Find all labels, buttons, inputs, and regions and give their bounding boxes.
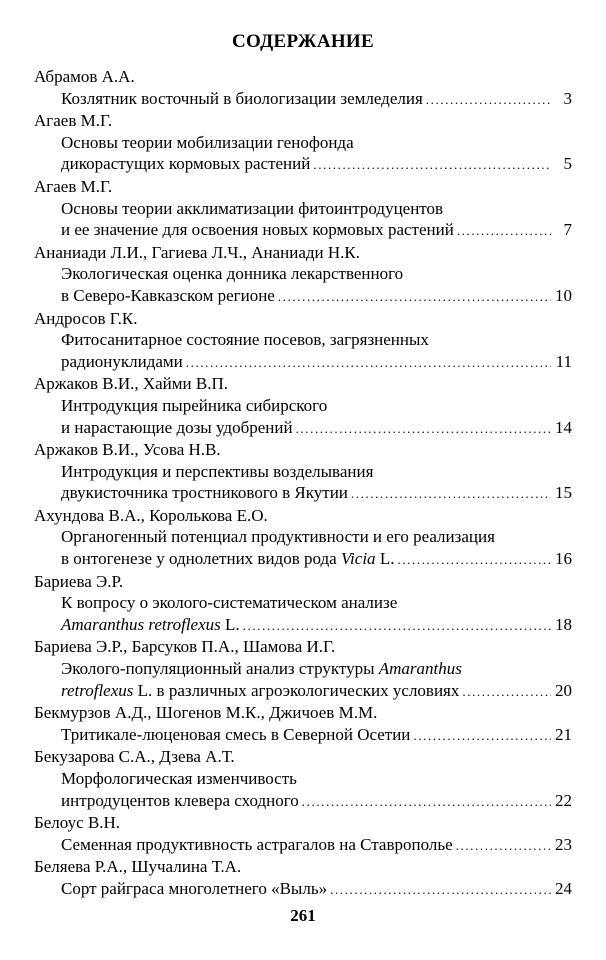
dot-leader (186, 352, 551, 374)
toc-author: Бариева Э.Р., Барсуков П.А., Шамова И.Г. (34, 637, 336, 657)
toc-title-line (34, 482, 572, 505)
toc-title: и нарастающие дозы удобрений (61, 417, 293, 437)
toc-title-line (34, 548, 572, 571)
toc-title-line (34, 417, 572, 440)
toc-entry (34, 439, 572, 505)
toc-title: Тритикале-люценовая смесь в Северной Осетии (61, 724, 411, 744)
dot-leader (351, 483, 551, 505)
toc-entry (34, 308, 572, 374)
toc-author: Андросов Г.К. (34, 308, 138, 328)
toc-title: Сорт райграса многолетнего «Выль» (61, 878, 328, 898)
toc-entry (34, 505, 572, 571)
toc-author: Бариева Э.Р. (34, 571, 124, 591)
toc-entry (34, 242, 572, 308)
dot-leader (330, 879, 551, 901)
toc-title (61, 548, 394, 570)
toc-title: в Северо-Кавказском регионе (61, 285, 275, 305)
toc-page-number: 11 (555, 351, 572, 371)
toc-title-text: в онтогенезе у однолетних видов рода (61, 549, 341, 569)
dot-leader (302, 791, 551, 813)
toc-title: К вопросу о эколого-систематическом анализе (61, 593, 398, 613)
genus-name: Vicia (340, 549, 376, 569)
dot-leader (397, 549, 551, 571)
toc-entry (34, 176, 572, 242)
page-title: СОДЕРЖАНИЕ (232, 31, 374, 52)
toc-entry (34, 636, 572, 702)
toc-title-text: L. (375, 549, 395, 569)
dot-leader (313, 154, 551, 176)
toc-title-line (34, 285, 572, 308)
dot-leader (462, 681, 551, 703)
dot-leader (278, 286, 551, 308)
toc-page-number: 22 (555, 790, 572, 810)
toc-title: Фитосанитарное состояние посевов, загрязненных (61, 330, 429, 350)
toc-title: дикорастущих кормовых растений (61, 154, 311, 174)
toc-title-line (34, 219, 572, 242)
toc-title: Козлятник восточный в биологизации земледелия (61, 88, 423, 108)
toc-title-line (34, 614, 572, 637)
toc-title: Интродукция и перспективы возделывания (61, 461, 374, 481)
dot-leader (296, 418, 551, 440)
toc-entry (34, 571, 572, 637)
toc-entry (34, 110, 572, 176)
toc-author: Белоус В.Н. (34, 813, 121, 833)
toc-author: Абрамов А.А. (34, 67, 135, 86)
toc-title: радионуклидами (61, 351, 183, 371)
species-name: retroflexus (61, 680, 134, 700)
toc-title-line (34, 790, 572, 813)
toc-title-line (34, 878, 572, 901)
toc-title-text: L. (220, 614, 240, 634)
toc-page-number: 5 (563, 154, 572, 174)
toc-page-number: 14 (555, 417, 572, 437)
toc-page-number: 21 (555, 724, 572, 744)
page-number: 261 (290, 906, 316, 925)
toc-title: Основы теории акклиматизации фитоинтродуцентов (61, 198, 444, 218)
toc-author: Ахундова В.А., Королькова Е.О. (34, 505, 268, 525)
dot-leader (457, 220, 551, 242)
toc-title: и ее значение для освоения новых кормовых растений (61, 220, 454, 240)
toc-title-text: Эколого-популяционный анализ структуры (61, 659, 379, 679)
toc-title: интродуцентов клевера сходного (61, 790, 299, 810)
toc-title-line (34, 88, 572, 111)
toc-author: Бекмурзов А.Д., Шогенов М.К., Джичоев М.М. (34, 703, 378, 723)
toc-author: Агаев М.Г. (34, 176, 113, 196)
toc-author: Бекузарова С.А., Дзева А.Т. (34, 747, 235, 767)
toc-page-number: 10 (555, 285, 572, 305)
dot-leader (243, 615, 551, 637)
toc-title: Интродукция пырейника сибирского (61, 395, 328, 415)
toc-title (34, 658, 572, 680)
toc-title: Органогенный потенциал продуктивности и его реализация (61, 527, 495, 547)
toc-page-number: 3 (563, 88, 572, 108)
toc-author: Беляева Р.А., Шучалина Т.А. (34, 857, 242, 877)
dot-leader (456, 835, 551, 857)
toc-title-line (34, 680, 572, 703)
toc-entry (34, 746, 572, 812)
toc-page-number: 23 (555, 834, 572, 854)
toc-title: Экологическая оценка донника лекарственного (61, 264, 404, 284)
toc-title-line (34, 724, 572, 747)
toc-entry (34, 702, 572, 746)
toc-title (61, 680, 459, 702)
toc-title-text: L. в различных агроэкологических условиях (133, 680, 460, 700)
toc-author: Агаев М.Г. (34, 111, 113, 131)
toc-author: Аржаков В.И., Усова Н.В. (34, 440, 221, 460)
toc-author: Аржаков В.И., Хайми В.П. (34, 374, 228, 394)
toc-title: Морфологическая изменчивость (61, 769, 297, 788)
toc-author: Ананиади Л.И., Гагиева Л.Ч., Ананиади Н.К. (34, 242, 360, 262)
toc-title (61, 614, 240, 636)
genus-name: Amaranthus (378, 659, 462, 679)
toc-title-line (34, 351, 572, 374)
toc-title: Семенная продуктивность астрагалов на Ставрополье (61, 834, 453, 854)
toc-title: Основы теории мобилизации генофонда (61, 132, 354, 152)
toc-title: двукисточника тростникового в Якутии (61, 483, 348, 503)
toc-page-number: 16 (555, 549, 572, 569)
table-of-contents (34, 66, 572, 901)
toc-page-number: 15 (555, 483, 572, 503)
dot-leader (426, 89, 551, 111)
toc-title-line (34, 834, 572, 857)
toc-title-line (34, 153, 572, 176)
toc-entry (34, 856, 572, 900)
toc-entry (34, 66, 572, 110)
toc-page-number: 20 (555, 680, 572, 700)
dot-leader (413, 725, 551, 747)
toc-entry (34, 373, 572, 439)
toc-page-number: 18 (555, 614, 572, 634)
toc-page-number: 24 (555, 878, 572, 898)
toc-entry (34, 812, 572, 856)
toc-page-number: 7 (563, 220, 572, 240)
species-name: Amaranthus retroflexus (61, 614, 221, 634)
